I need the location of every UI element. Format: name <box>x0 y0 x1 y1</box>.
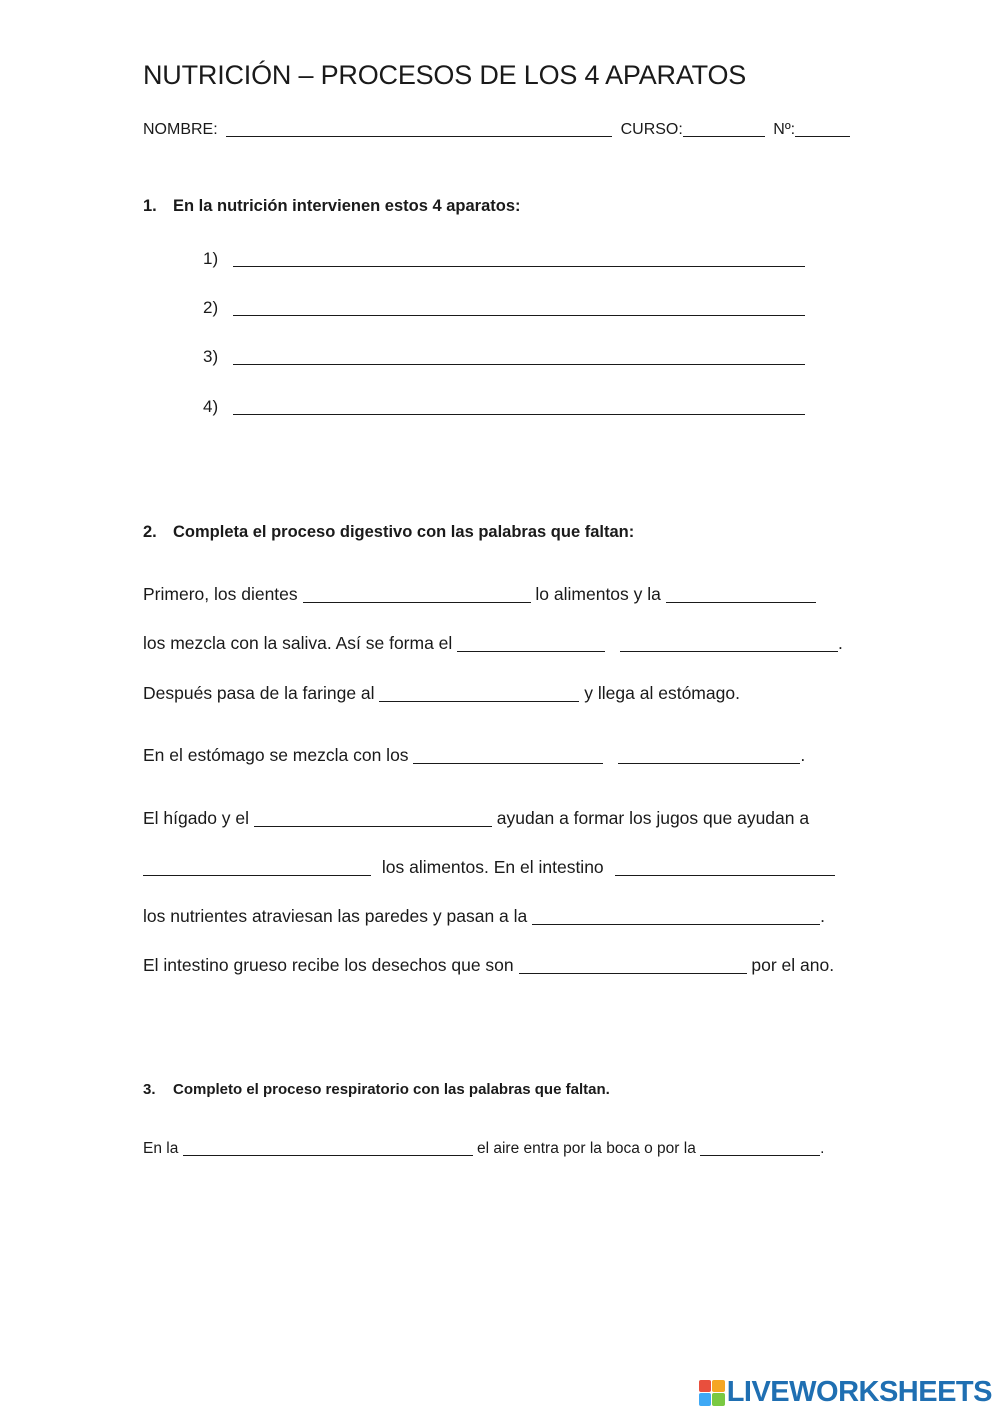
liveworksheets-cubes-icon <box>699 1380 725 1406</box>
text-segment: Primero, los dientes <box>143 584 298 604</box>
text-segment: Después pasa de la faringe al <box>143 683 375 703</box>
text-segment: ayudan a formar los jugos que ayudan a <box>496 808 810 828</box>
text-segment: y llega al estómago. <box>584 683 740 703</box>
text-segment: En la <box>143 1140 179 1157</box>
question-2-text: Completa el proceso digestivo con las palabras que faltan: <box>173 523 635 541</box>
digestive-line-8 <box>143 955 834 976</box>
text-segment: los mezcla con la saliva. Así se forma el <box>143 633 453 653</box>
list-item-label: 4) <box>203 397 219 416</box>
digestive-line-5 <box>143 808 809 829</box>
list-item <box>203 397 805 417</box>
text-segment: los alimentos. En el intestino <box>381 857 604 877</box>
answer-field[interactable] <box>615 859 835 876</box>
digestive-line-6 <box>143 857 835 878</box>
number-field[interactable] <box>795 120 850 137</box>
list-item-label: 3) <box>203 347 219 366</box>
period: . <box>820 1140 825 1157</box>
list-item <box>203 298 805 318</box>
name-label: NOMBRE: <box>143 121 218 138</box>
answer-field[interactable] <box>620 635 838 652</box>
student-info-row <box>143 120 850 139</box>
digestive-line-1 <box>143 584 816 605</box>
question-1-number: 1. <box>143 197 157 215</box>
number-label: Nº: <box>773 121 796 138</box>
question-1-heading <box>143 197 521 216</box>
answer-field-apparatus-4[interactable] <box>233 398 805 415</box>
digestive-line-4 <box>143 745 805 766</box>
question-1-text: En la nutrición intervienen estos 4 aparatos: <box>173 197 521 215</box>
logo-text: LIVEWORKSHEETS <box>726 1376 992 1408</box>
question-3-number: 3. <box>143 1081 156 1098</box>
course-field[interactable] <box>683 120 765 137</box>
name-field[interactable] <box>226 120 612 137</box>
answer-field[interactable] <box>183 1139 473 1156</box>
answer-field[interactable] <box>532 908 820 925</box>
digestive-line-2 <box>143 633 843 654</box>
text-segment: por el ano. <box>751 955 835 975</box>
period: . <box>838 633 843 653</box>
answer-field[interactable] <box>143 859 371 876</box>
answer-field-apparatus-3[interactable] <box>233 348 805 365</box>
answer-field-apparatus-2[interactable] <box>233 299 805 316</box>
respiratory-line-1 <box>143 1139 824 1158</box>
answer-field[interactable] <box>457 635 605 652</box>
text-segment: En el estómago se mezcla con los <box>143 745 409 765</box>
digestive-line-3 <box>143 683 740 704</box>
answer-field[interactable] <box>254 810 492 827</box>
question-2-number: 2. <box>143 523 157 541</box>
text-segment: los nutrientes atraviesan las paredes y pasan a la <box>143 906 528 926</box>
text-segment: El intestino grueso recibe los desechos que son <box>143 955 514 975</box>
answer-field[interactable] <box>303 586 531 603</box>
answer-field[interactable] <box>700 1139 820 1156</box>
list-item-label: 2) <box>203 298 219 317</box>
answer-field-apparatus-1[interactable] <box>233 250 805 267</box>
question-3-text: Completo el proceso respiratorio con las palabras que faltan. <box>173 1081 610 1098</box>
period: . <box>820 906 826 926</box>
answer-field[interactable] <box>666 586 816 603</box>
list-item <box>203 249 805 269</box>
answer-field[interactable] <box>519 957 747 974</box>
question-2-heading <box>143 523 634 542</box>
course-label: CURSO: <box>620 121 683 138</box>
liveworksheets-logo <box>699 1376 992 1409</box>
answer-field[interactable] <box>618 747 800 764</box>
text-segment: lo alimentos y la <box>535 584 661 604</box>
page-title: NUTRICIÓN – PROCESOS DE LOS 4 APARATOS <box>143 60 747 90</box>
digestive-line-7 <box>143 906 825 927</box>
answer-field[interactable] <box>379 685 579 702</box>
question-3-heading <box>143 1081 610 1098</box>
text-segment: El hígado y el <box>143 808 250 828</box>
answer-field[interactable] <box>413 747 603 764</box>
period: . <box>800 745 806 765</box>
list-item <box>203 347 805 367</box>
list-item-label: 1) <box>203 249 219 268</box>
text-segment: el aire entra por la boca o por la <box>476 1140 696 1157</box>
